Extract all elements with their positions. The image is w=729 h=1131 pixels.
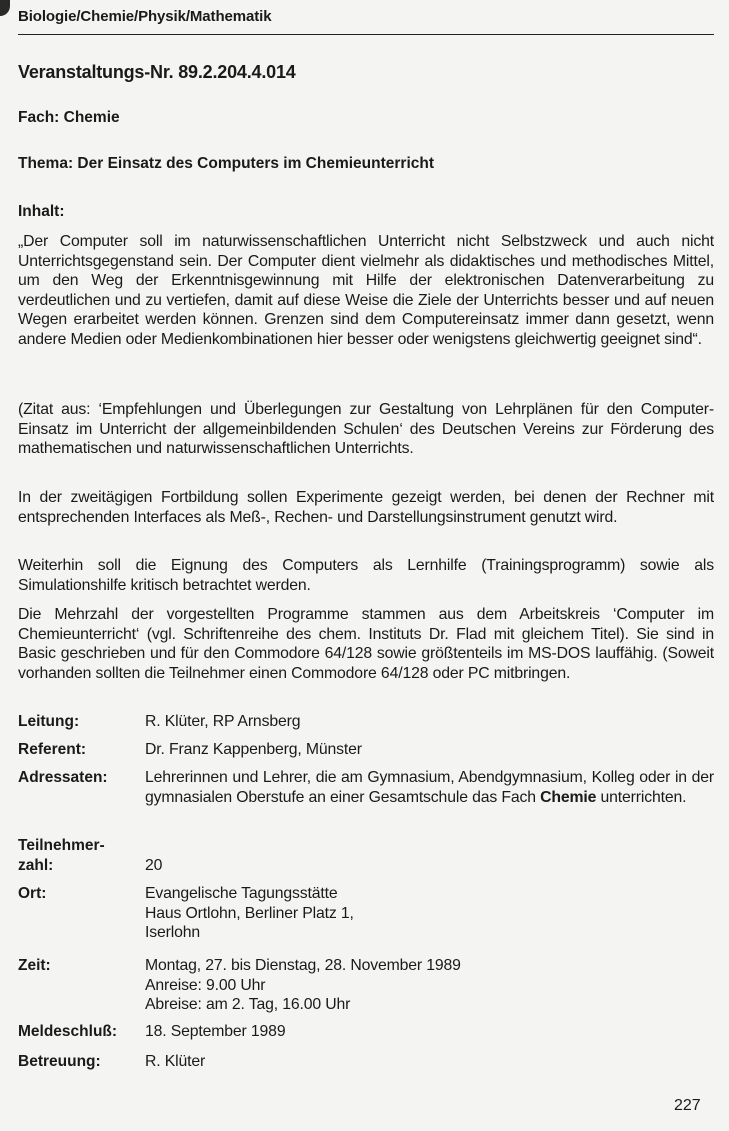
betreuung-label: Betreuung: [18, 1053, 101, 1070]
content-paragraph: (Zitat aus: ‘Empfehlungen und Überlegungen zur Gestaltung von Lehrplänen für den Computer-Einsatz im Unterricht der allgemeinbildenden Schulen‘ des Deutschen Vereins zur Förderung des mathematischen und naturwissenschaftlichen Unterrichts. [18, 401, 714, 458]
zeit-line: Montag, 27. bis Dienstag, 28. November 1989 [145, 957, 461, 974]
content-paragraph: Die Mehrzahl der vorgestellten Programme stammen aus dem Arbeitskreis ‘Computer im Chemieunterricht‘ (vgl. Schriftenreihe des chem. Instituts Dr. Flad mit gleichem Titel). Sie sind in Basic geschrieben und für den Commodore 64/128 sowie größtenteils im MS-DOS lauffähig. (Soweit vorhanden sollten die Teilnehmer einen Commodore 64/128 oder PC mitbringen. [18, 606, 714, 682]
content-heading: Inhalt: [18, 203, 65, 220]
teilnehmerzahl-label-line2: zahl: [18, 856, 54, 874]
ort-value [145, 884, 714, 943]
teilnehmerzahl-value: 20 [145, 857, 163, 874]
header-divider [18, 34, 714, 35]
ort-line: Haus Ortlohn, Berliner Platz 1, [145, 904, 354, 922]
ort-line: Iserlohn [145, 924, 200, 942]
scan-corner-mark [0, 0, 10, 16]
meldeschluss-value: 18. September 1989 [145, 1023, 286, 1040]
content-paragraph: „Der Computer soll im naturwissenschaftlichen Unterricht nicht Selbstzweck und auch nicht Unterrichtsgegenstand sein. Der Computer dient vielmehr als didaktisches und methodisches Mittel, um den Weg der Erkenntnisgewinnung mit Hilfe der elektronischen Datenverarbeitung zu verdeutlichen und zu vertiefen, damit auf diese Weise die Ziele der Unterrichts besser und auf neuen Wegen erarbeitet werden können. Grenzen sind dem Computereinsatz immer dann gesetzt, wenn andere Medien oder Medienkombinationen hier besser oder wenigstens gleichwertig geeignet sind“. [18, 233, 714, 348]
adressaten-value [145, 768, 714, 807]
referent-value: Dr. Franz Kappenberg, Münster [145, 741, 362, 758]
teilnehmerzahl-label [18, 836, 105, 875]
referent-label: Referent: [18, 741, 87, 758]
zeit-line: Abreise: am 2. Tag, 16.00 Uhr [145, 996, 351, 1014]
adressaten-subject: Chemie [540, 788, 597, 806]
content-paragraph: Weiterhin soll die Eignung des Computers als Lernhilfe (Trainingsprogramm) sowie als Simulationshilfe kritisch betrachtet werden. [18, 557, 714, 594]
zeit-label: Zeit: [18, 957, 51, 974]
ort-label: Ort: [18, 885, 47, 902]
adressaten-label: Adressaten: [18, 769, 108, 786]
adressaten-text-start: Lehrerinnen und Lehrer, die am Gymnasium, Abendgymnasium, Kolleg oder in der gymnasialen Oberstufe an einer Gesamtschule das Fach [145, 769, 714, 806]
leitung-label: Leitung: [18, 713, 80, 730]
ort-line: Evangelische Tagungsstätte [145, 885, 338, 902]
event-number: Veranstaltungs-Nr. 89.2.204.4.014 [18, 62, 296, 82]
zeit-value [145, 956, 714, 1015]
content-paragraph: In der zweitägigen Fortbildung sollen Experimente gezeigt werden, bei denen der Rechner mit entsprechenden Interfaces als Meß-, Rechen- und Darstellungsinstrument genutzt wird. [18, 489, 714, 526]
page-number: 227 [674, 1097, 701, 1114]
adressaten-text-end: unterrichten. [596, 788, 687, 806]
section-header: Biologie/Chemie/Physik/Mathematik [18, 8, 272, 25]
leitung-value: R. Klüter, RP Arnsberg [145, 713, 301, 730]
subject-line: Fach: Chemie [18, 109, 120, 126]
teilnehmerzahl-label-line1: Teilnehmer- [18, 837, 105, 854]
topic-line: Thema: Der Einsatz des Computers im Chemieunterricht [18, 155, 435, 172]
zeit-line: Anreise: 9.00 Uhr [145, 976, 266, 994]
meldeschluss-label: Meldeschluß: [18, 1023, 118, 1040]
betreuung-value: R. Klüter [145, 1053, 206, 1070]
